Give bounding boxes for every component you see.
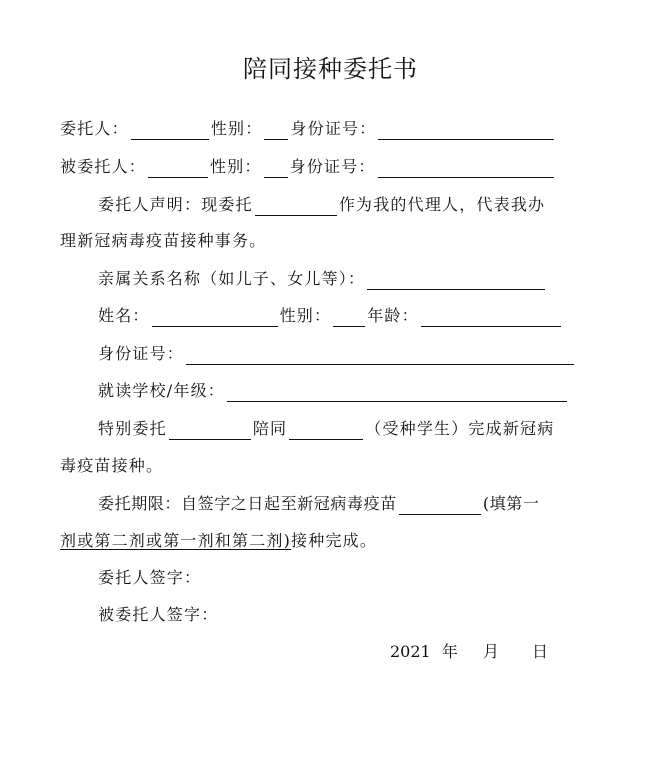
agent-gender-label: 性别： bbox=[210, 157, 262, 176]
period-dose-options: 剂或第二剂或第一剂和第二剂) bbox=[60, 531, 292, 550]
student-name-label: 姓名： bbox=[98, 306, 150, 325]
student-name-field[interactable] bbox=[152, 307, 278, 327]
statement-line-2 bbox=[60, 230, 266, 252]
special-text-b: 陪同 bbox=[252, 419, 288, 438]
student-info-row bbox=[98, 305, 563, 327]
period-text-c: 接种完成。 bbox=[291, 531, 378, 550]
school-label: 就读学校/年级： bbox=[98, 381, 225, 400]
agent-id-field[interactable] bbox=[378, 158, 554, 178]
agent-name-field[interactable] bbox=[148, 158, 208, 178]
principal-label: 委托人： bbox=[60, 119, 129, 138]
special-text-a: 特别委托 bbox=[98, 419, 167, 438]
special-student-field[interactable] bbox=[289, 420, 363, 440]
statement-text-c: 理新冠病毒疫苗接种事务。 bbox=[60, 231, 267, 250]
relation-row bbox=[98, 268, 547, 290]
date-month-label: 月 bbox=[483, 642, 500, 661]
agent-label: 被委托人： bbox=[60, 157, 147, 176]
agent-id-label: 身份证号： bbox=[289, 157, 376, 176]
student-id-field[interactable] bbox=[186, 345, 574, 365]
student-id-row bbox=[98, 343, 576, 365]
date-day-label: 日 bbox=[532, 642, 549, 661]
date-year-label: 年 bbox=[441, 642, 458, 661]
statement-line-1 bbox=[98, 194, 545, 216]
school-row bbox=[98, 380, 569, 402]
school-field[interactable] bbox=[227, 382, 567, 402]
principal-signature-label: 委托人签字： bbox=[98, 568, 202, 587]
principal-signature-row bbox=[98, 567, 201, 589]
principal-gender-field[interactable] bbox=[264, 120, 288, 140]
document-title: 陪同接种委托书 bbox=[243, 55, 418, 83]
student-gender-label: 性别： bbox=[279, 306, 332, 325]
period-dose-field[interactable] bbox=[399, 495, 481, 515]
principal-id-label: 身份证号： bbox=[290, 119, 377, 138]
special-agent-field[interactable] bbox=[169, 420, 251, 440]
date-year-value: 2021 bbox=[390, 642, 431, 661]
special-text-d: 毒疫苗接种。 bbox=[60, 456, 164, 475]
period-text-a: 委托期限：自签字之日起至新冠病毒疫苗 bbox=[98, 494, 397, 513]
student-age-label: 年龄： bbox=[367, 306, 419, 325]
principal-id-field[interactable] bbox=[378, 120, 554, 140]
special-line-2 bbox=[60, 455, 163, 477]
relation-field[interactable] bbox=[367, 270, 545, 290]
principal-row bbox=[60, 118, 556, 140]
principal-name-field[interactable] bbox=[131, 120, 209, 140]
student-gender-field[interactable] bbox=[333, 307, 365, 327]
agent-row bbox=[60, 156, 556, 178]
special-text-c: （受种学生）完成新冠病 bbox=[365, 419, 555, 438]
period-line-2 bbox=[60, 530, 377, 552]
relation-label: 亲属关系名称（如儿子、女儿等）： bbox=[98, 269, 366, 288]
agent-signature-row bbox=[98, 604, 218, 626]
principal-gender-label: 性别： bbox=[210, 119, 263, 138]
statement-text-a: 委托人声明：现委托 bbox=[98, 195, 253, 214]
period-line-1 bbox=[98, 493, 539, 515]
agent-gender-field[interactable] bbox=[264, 158, 288, 178]
period-text-b: (填第一 bbox=[482, 494, 540, 513]
date-year bbox=[390, 641, 458, 663]
statement-text-b: 作为我的代理人，代表我办 bbox=[338, 195, 546, 214]
student-id-label: 身份证号： bbox=[98, 344, 185, 363]
agent-signature-label: 被委托人签字： bbox=[98, 605, 219, 624]
special-line-1 bbox=[98, 418, 554, 440]
statement-agent-field[interactable] bbox=[255, 196, 337, 216]
student-age-field[interactable] bbox=[421, 307, 561, 327]
